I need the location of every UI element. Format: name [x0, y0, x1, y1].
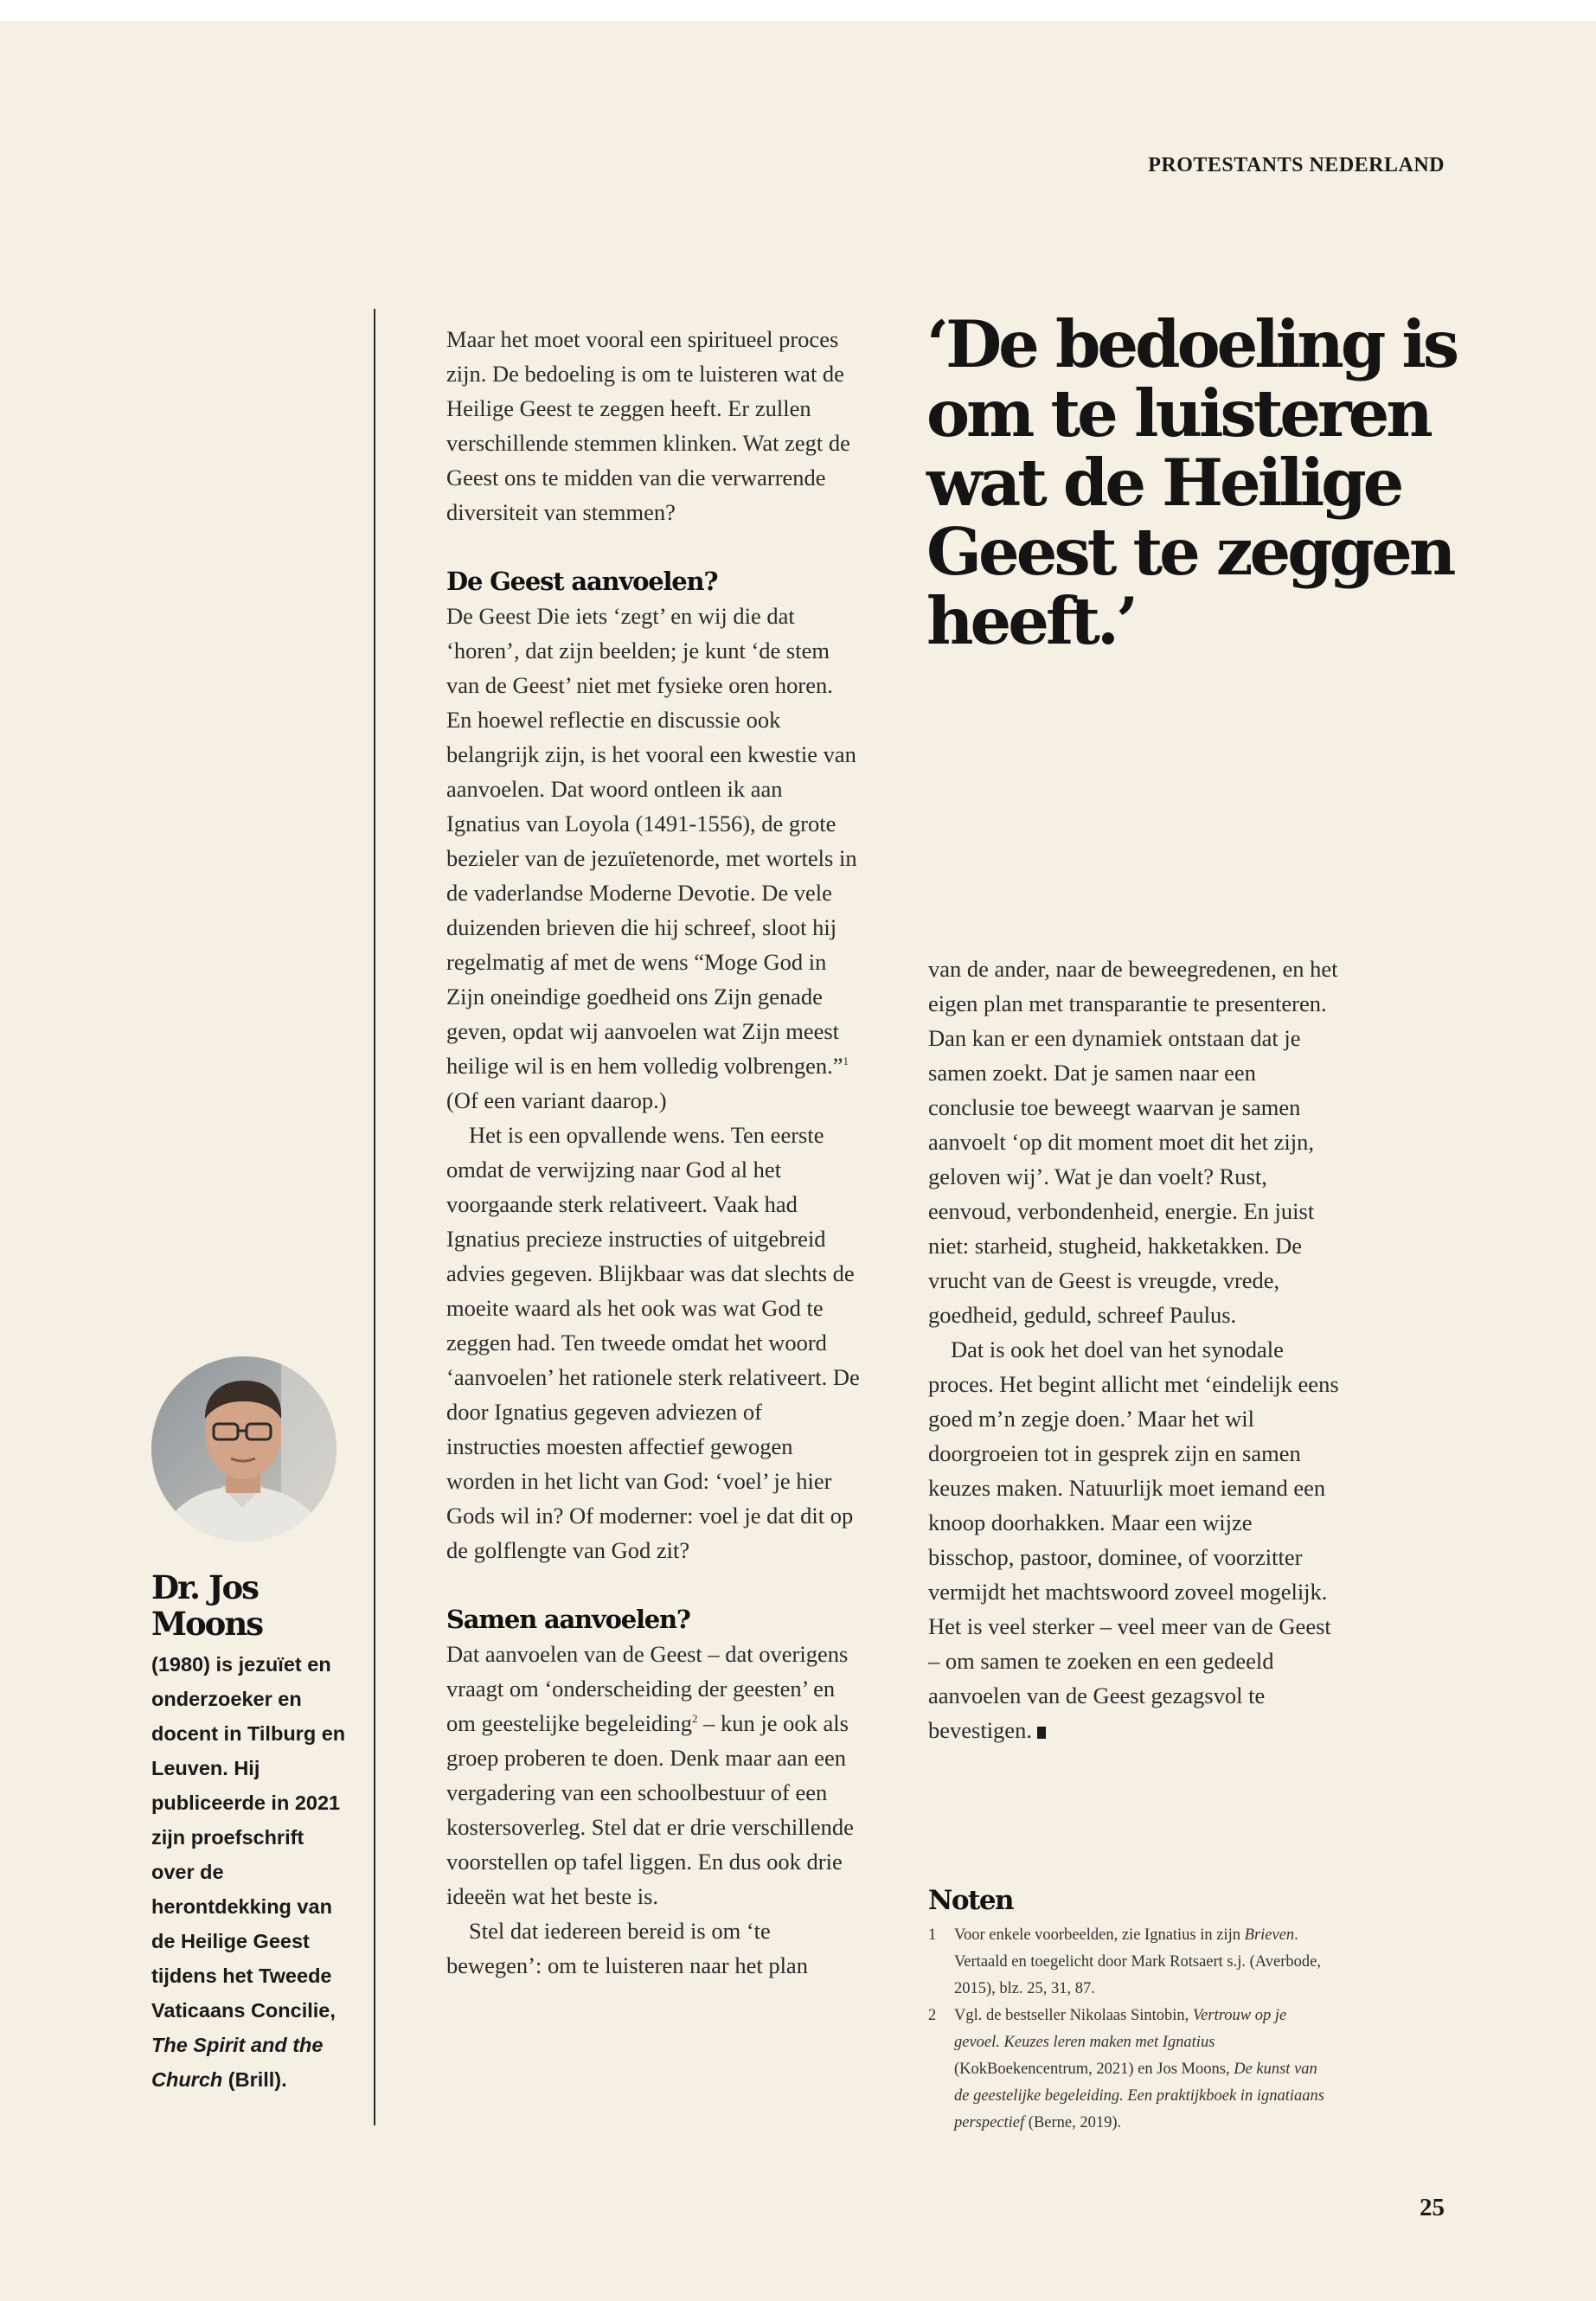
- author-name: Dr. Jos Moons: [151, 1568, 263, 1643]
- paragraph-text: – kun je ook als groep proberen te doen. Denk maar aan een vergadering van een schoolbestuur of een kostersoverleg. Stel dat er drie verschillende voorstellen op tafel liggen. En dus ook drie ideeën wat het beste is.: [446, 1710, 854, 1909]
- paragraph-synodale-proces: [928, 1332, 1343, 1747]
- portrait-image: [151, 1356, 337, 1541]
- article-column-1: [446, 322, 862, 1983]
- footnote-text: (KokBoekencentrum, 2021) en Jos Moons,: [954, 2061, 1234, 2078]
- notes-title: Noten: [928, 1885, 1014, 1916]
- footnote-ref-1: 1: [843, 1054, 849, 1067]
- paragraph-text: De Geest Die iets ‘zegt’ en wij die dat ‘horen’, dat zijn beelden; je kunt ‘de stem van de Geest’ niet met fysieke oren horen. En hoewel reflectie en discussie ook belangrijk zijn, is het vooral een kwestie van aanvoelen. Dat woord ontleen ik aan Ignatius van Loyola (1491-1556), de grote bezieler van de jezuïetenorde, met wortels in de vaderlandse Moderne Devotie. De vele duizenden brieven die hij schreef, sloot hij regelmatig af met de wens “Moge God in Zijn oneindige goedheid ons Zijn genade geven, opdat wij aanvoelen wat Zijn meest heilige wil is en hem volledig volbrengen.”: [446, 603, 857, 1079]
- paragraph-dynamiek: van de ander, naar de beweegredenen, en het eigen plan met transparantie te presenteren. Dan kan er een dynamiek ontstaan dat je samen zoekt. Dat je samen naar een conclusie toe beweegt waarvan je samen aanvoelt ‘op dit moment moet dit het zijn, geloven wij’. Wat je dan voelt? Rust, eenvoud, verbondenheid, energie. En juist niet: starheid, stugheid, hakketakken. De vrucht van de Geest is vreugde, vrede, goedheid, geduld, schreef Paulus.: [928, 956, 1338, 1328]
- footnote-1: [928, 1922, 1335, 2003]
- paragraph-text: Dat aanvoelen van de Geest – dat overigens vraagt om ‘onderscheiding der geesten’ en om geestelijke begeleiding: [446, 1641, 849, 1736]
- footnote-number: 2: [928, 2007, 937, 2024]
- subheading-samen-aanvoelen: Samen aanvoelen?: [446, 1605, 690, 1634]
- author-publisher: (Brill).: [222, 2068, 287, 2091]
- footnote-ref-2: 2: [692, 1712, 698, 1725]
- footnote-text: Voor enkele voorbeelden, zie Ignatius in zijn: [954, 1926, 1245, 1944]
- paragraph-intro: Maar het moet vooral een spiritueel proces zijn. De bedoeling is om te luisteren wat de Heilige Geest te zeggen heeft. Er zullen verschillende stemmen klinken. Wat zegt de Geest ons te midden van die verwarrende diversiteit van stemmen?: [446, 326, 850, 525]
- column-divider: [374, 309, 375, 2125]
- footnote-2: [928, 2003, 1335, 2137]
- subheading-geest-aanvoelen: De Geest aanvoelen?: [446, 567, 718, 596]
- paragraph-bewegen: Stel dat iedereen bereid is om ‘te bewegen’: om te luisteren naar het plan: [446, 1918, 808, 1978]
- paragraph-opvallende-wens: Het is een opvallende wens. Ten eerste omdat de verwijzing naar God al het voorgaande sterk relativeert. Vaak had Ignatius precieze instructies of uitgebreid advies gegeven. Blijkbaar was dat slechts de moeite waard als het ook was wat God te zeggen had. Ten tweede omdat het woord ‘aanvoelen’ het rationele sterk relativeert. De door Ignatius gegeven adviezen of instructies moesten affectief gewogen worden in het licht van God: ‘voel’ je hier Gods wil in? Of moderner: voel je dat dit op de golflengte van God zit?: [446, 1122, 860, 1563]
- footnote-text: . Vertaald en toegelicht door Mark Rotsaert s.j. (Averbode, 2015), blz. 25, 31, 87.: [954, 1926, 1321, 1997]
- footnote-text: Vgl. de bestseller Nikolaas Sintobin,: [954, 2007, 1193, 2024]
- paragraph-samen-aanvoelen: [446, 1637, 862, 1913]
- author-portrait: [151, 1356, 337, 1541]
- paragraph-geest-aanvoelen: [446, 599, 862, 1118]
- footnote-italic: De kunst van de geestelijke begeleiding. Een praktijkboek in ignatiaans perspectief: [954, 2061, 1324, 2131]
- footnote-italic: Vertrouw op je gevoel. Keuzes leren maken met Ignatius: [954, 2007, 1287, 2051]
- author-bio: [151, 1647, 350, 2097]
- pull-quote: ‘De bedoeling is om te luisteren wat de Heilige Geest te zeggen heeft.’: [926, 306, 1457, 659]
- running-head: PROTESTANTS NEDERLAND: [1148, 154, 1445, 176]
- article-column-2: [928, 952, 1343, 1747]
- footnote-text: (Berne, 2019).: [1024, 2114, 1122, 2131]
- author-bio-text: (1980) is jezuïet en onderzoeker en docent in Tilburg en Leuven. Hij publiceerde in 2021 zijn proefschrift over de herontdekking van de Heilige Geest tijdens het Tweede Vaticaans Concilie,: [151, 1653, 346, 2022]
- end-mark-icon: [1037, 1727, 1046, 1739]
- magazine-page: [0, 21, 1596, 2301]
- author-book-title: The Spirit and the Church: [151, 2034, 324, 2091]
- paragraph-text: (Of een variant daarop.): [446, 1087, 667, 1113]
- footnotes: [928, 1922, 1335, 2137]
- footnote-number: 1: [928, 1926, 937, 1944]
- page-number: 25: [1420, 2194, 1445, 2221]
- paragraph-text: Dat is ook het doel van het synodale proces. Het begint allicht met ‘eindelijk eens goed m’n zegje doen.’ Maar het wil doorgroeien tot in gesprek zijn en samen keuzes maken. Natuurlijk moet iemand een knoop doorhakken. Maar een wijze bisschop, pastoor, dominee, of voorzitter vermijdt het machtswoord zoveel mogelijk. Het is veel sterker – veel meer van de Geest – om samen te zoeken en een gedeeld aanvoelen van de Geest gezagsvol te bevestigen.: [928, 1336, 1339, 1743]
- footnote-italic: Brieven: [1244, 1926, 1295, 1944]
